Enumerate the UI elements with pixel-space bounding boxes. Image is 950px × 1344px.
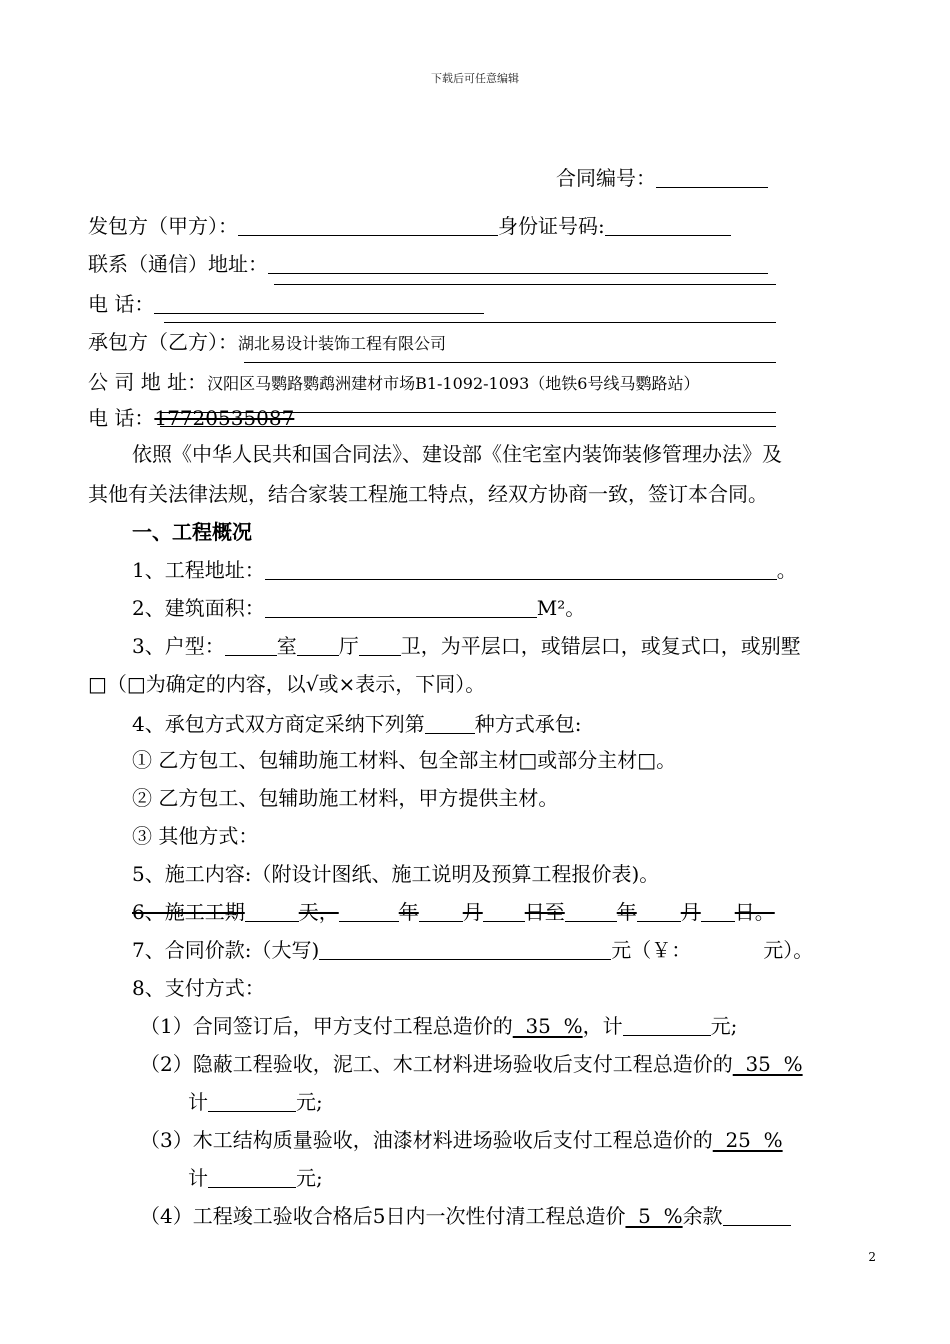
payment-2-l2-prefix: 计 (188, 1090, 208, 1114)
party-b-label: 承包方（乙方）： (88, 330, 238, 354)
payment-1-amount-blank[interactable] (623, 1015, 711, 1036)
room-label: 室 (276, 634, 297, 658)
company-address-label: 公 司 地 址： (88, 370, 208, 394)
room-count-blank[interactable] (225, 635, 277, 656)
payment-1-percent: 35 % (512, 1014, 583, 1038)
start-month-blank[interactable] (419, 901, 463, 922)
payment-4-mid: 余款 (682, 1204, 723, 1228)
bath-label: 卫 (400, 634, 421, 658)
payment-3-percent: 25 % (712, 1128, 783, 1152)
payment-3-amount-blank[interactable] (208, 1167, 296, 1188)
phone-b-label: 电 话： (88, 406, 155, 430)
payment-3-l2-prefix: 计 (188, 1166, 208, 1190)
duration-day-label: 天， (298, 900, 339, 924)
header-note: 下载后可任意编辑 (431, 72, 519, 85)
start-day-blank[interactable] (483, 901, 525, 922)
phone-b-rule-top (160, 412, 776, 413)
payment-3-line-2 (188, 1164, 323, 1192)
item-7-line (132, 936, 813, 964)
item-4-option-3: ③ 其他方式： (132, 824, 259, 848)
payment-1-end: 元; (710, 1014, 738, 1038)
page-number: 2 (868, 1250, 876, 1264)
end-day-label: 日。 (734, 900, 775, 924)
party-a-line (88, 212, 731, 240)
payment-2-amount-blank[interactable] (208, 1091, 296, 1112)
start-year-label: 年 (398, 900, 419, 924)
payment-4-percent: 5 % (625, 1204, 683, 1228)
contact-address-line (88, 250, 768, 278)
contact-address-label: 联系（通信）地址： (88, 252, 268, 276)
contract-mode-blank[interactable] (425, 713, 475, 734)
item-1-line (132, 556, 797, 584)
party-a-label: 发包方（甲方）： (88, 214, 238, 238)
contact-address-rule (274, 284, 776, 285)
price-yuan-label: 元（￥： (611, 938, 692, 962)
end-year-blank[interactable] (565, 901, 617, 922)
phone-a-blank[interactable] (154, 293, 484, 314)
contract-number-label: 合同编号： (556, 166, 656, 190)
intro-line-1: 依照《中华人民共和国合同法》、建设部《住宅室内装饰装修管理办法》及 (132, 442, 782, 466)
id-number-label: 身份证号码: (498, 214, 605, 238)
company-address-value: 汉阳区马鹦路鹦鹉洲建材市场B1-1092-1093（地铁6号线马鹦路站） (207, 374, 700, 393)
payment-3-prefix: （3）木工结构质量验收，油漆材料进场验收后支付工程总造价的 (140, 1128, 713, 1152)
item-3-line-2: □（□为确定的内容，以√或×表示，下同）。 (88, 672, 486, 696)
phone-b-value: 17720535087 (154, 406, 295, 430)
end-month-blank[interactable] (637, 901, 681, 922)
payment-3-line (140, 1126, 783, 1154)
payment-2-line (140, 1050, 803, 1078)
payment-4-prefix: （4）工程竣工验收合格后5日内一次性付清工程总造价 (140, 1204, 626, 1228)
item-4-prefix: 4、承包方式双方商定采纳下列第 (132, 712, 425, 736)
start-month-label: 月 (462, 900, 483, 924)
item-5-line: 5、施工内容:（附设计图纸、施工说明及预算工程报价表)。 (132, 862, 660, 886)
contract-number-line (556, 164, 768, 192)
end-year-label: 年 (616, 900, 637, 924)
item-7-label: 7、合同价款:（大写) (132, 938, 320, 962)
id-number-blank[interactable] (605, 215, 731, 236)
end-month-label: 月 (680, 900, 701, 924)
intro-line-2: 其他有关法律法规，结合家装工程施工特点，经双方协商一致，签订本合同。 (88, 482, 768, 506)
item-4-option-2: ② 乙方包工、包辅助施工材料，甲方提供主材。 (132, 786, 559, 810)
bath-count-blank[interactable] (359, 635, 401, 656)
start-day-label: 日至 (524, 900, 565, 924)
payment-4-amount-blank[interactable] (723, 1205, 791, 1226)
hall-label: 厅 (338, 634, 359, 658)
item-2-label: 2、建筑面积： (132, 596, 265, 620)
phone-b-line (88, 404, 294, 432)
price-yuan-end: 元）。 (763, 938, 814, 962)
payment-2-prefix: （2）隐蔽工程验收，泥工、木工材料进场验收后支付工程总造价的 (140, 1052, 733, 1076)
start-year-blank[interactable] (339, 901, 399, 922)
project-address-blank[interactable] (265, 559, 777, 580)
item-4-suffix: 种方式承包: (474, 712, 582, 736)
payment-2-end: 元; (296, 1090, 323, 1114)
party-b-rule (244, 362, 776, 363)
item-3-line (132, 632, 801, 660)
payment-1-prefix: （1）合同签订后，甲方支付工程总造价的 (140, 1014, 513, 1038)
item-4-line (132, 710, 581, 738)
section-1-title: 一、工程概况 (132, 520, 252, 544)
item-2-line (132, 594, 585, 622)
end-day-blank[interactable] (701, 901, 735, 922)
contract-number-blank[interactable] (656, 167, 768, 188)
payment-4-line (140, 1202, 791, 1230)
payment-2-line-2 (188, 1088, 323, 1116)
party-a-name-blank[interactable] (238, 215, 498, 236)
price-words-blank[interactable] (319, 939, 611, 960)
payment-2-percent: 35 % (732, 1052, 803, 1076)
item-6-line (132, 898, 775, 926)
contact-address-blank[interactable] (268, 253, 768, 274)
party-b-name: 湖北易设计装饰工程有限公司 (238, 334, 447, 353)
item-3-label: 3、户型： (132, 634, 225, 658)
phone-a-label: 电 话： (88, 292, 155, 316)
item-2-end: 。 (565, 596, 586, 620)
duration-days-blank[interactable] (245, 901, 299, 922)
item-1-end: 。 (776, 558, 797, 582)
hall-count-blank[interactable] (297, 635, 339, 656)
item-3-rest: ，为平层口，或错层口，或复式口，或别墅 (420, 634, 801, 658)
phone-b-rule-bottom (160, 426, 776, 427)
payment-1-mid: ，计 (582, 1014, 623, 1038)
area-unit: M² (536, 596, 566, 620)
building-area-blank[interactable] (265, 597, 537, 618)
party-b-line (88, 328, 446, 358)
item-6-label: 6、施工工期 (132, 900, 245, 924)
company-address-line (88, 368, 699, 398)
item-8-label: 8、支付方式： (132, 976, 265, 1000)
item-4-option-1: ① 乙方包工、包辅助施工材料、包全部主材□或部分主材□。 (132, 748, 677, 772)
phone-a-rule (164, 322, 776, 323)
item-1-label: 1、工程地址： (132, 558, 265, 582)
payment-3-end: 元; (296, 1166, 323, 1190)
payment-1-line (140, 1012, 737, 1040)
phone-a-line (88, 290, 484, 318)
